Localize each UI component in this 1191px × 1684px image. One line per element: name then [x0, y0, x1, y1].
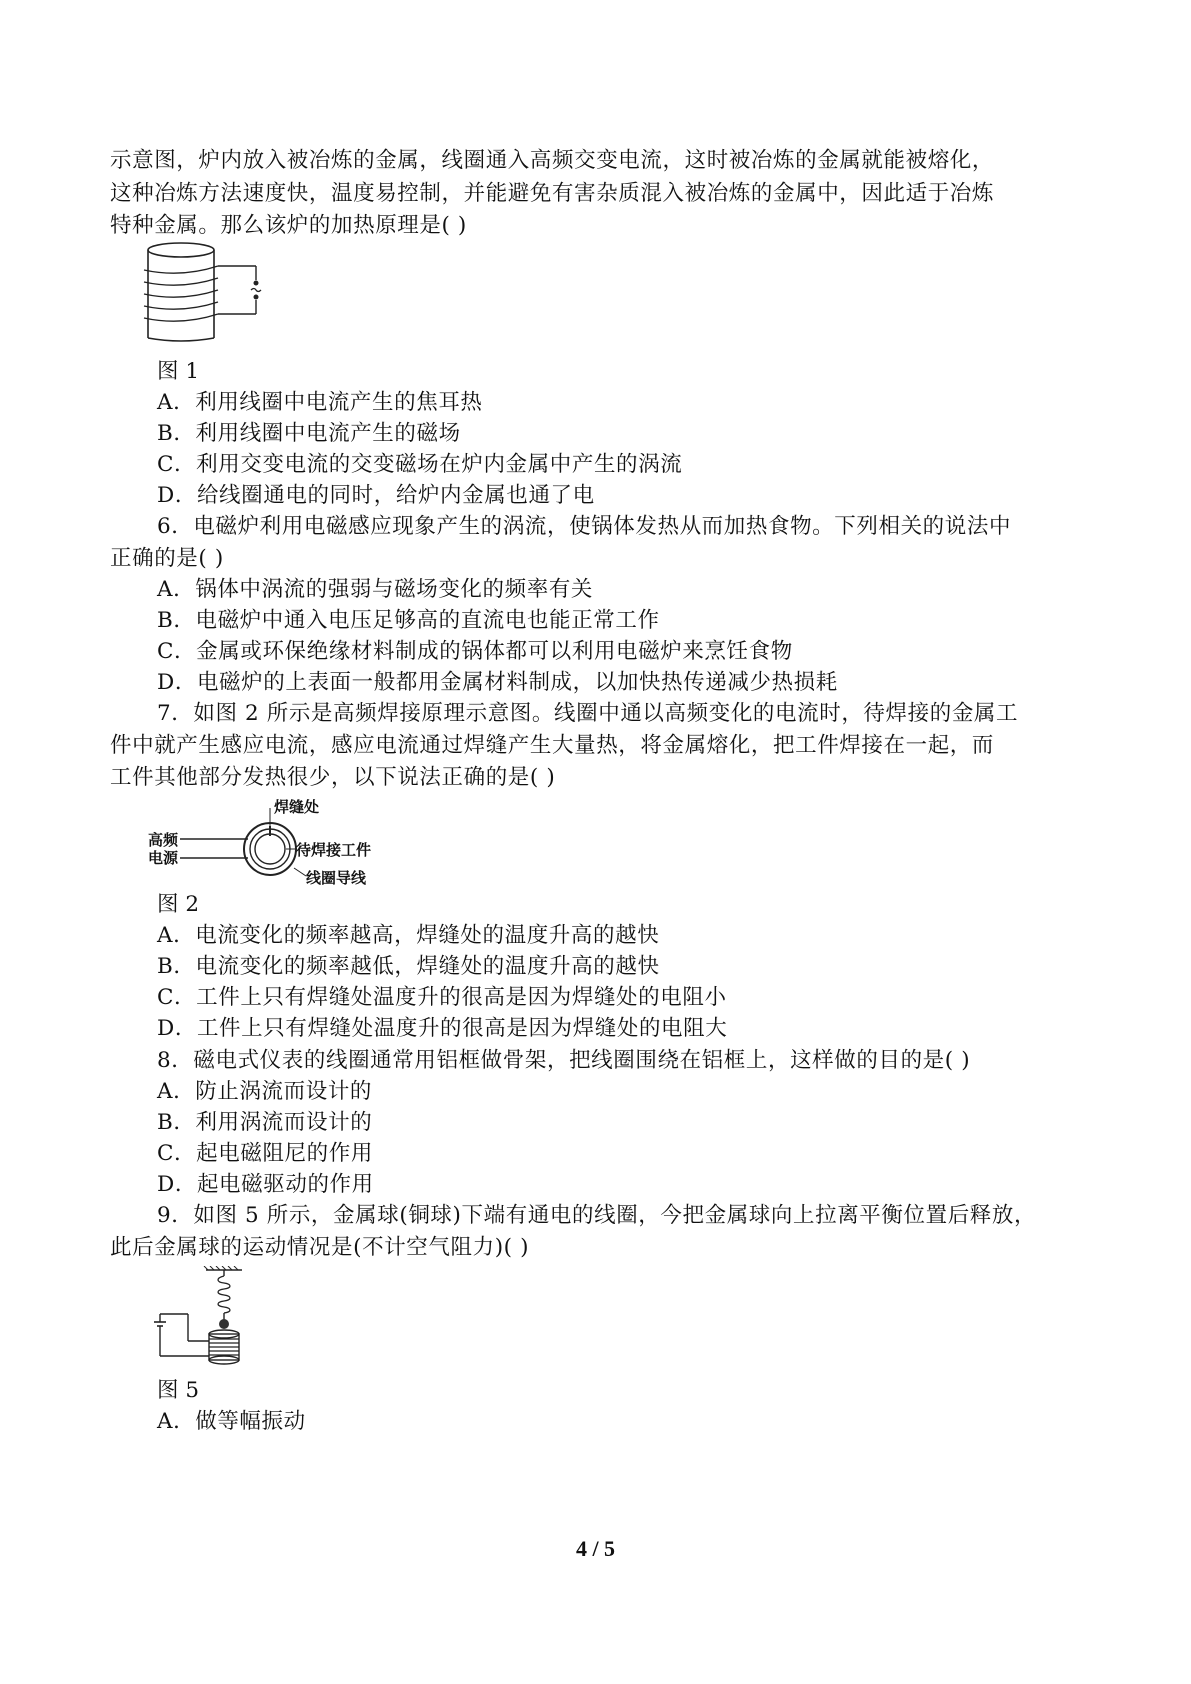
figure-2-welding-diagram — [148, 796, 398, 891]
q9-line-2: 此后金属球的运动情况是(不计空气阻力)( ) — [110, 1235, 530, 1260]
q6-line-1: 6．电磁炉利用电磁感应现象产生的涡流，使锅体发热从而加热食物。下列相关的说法中 — [157, 514, 1012, 539]
fig2-label-coil: 线圈导线 — [306, 869, 367, 887]
q5-line-1: 示意图，炉内放入被冶炼的金属，线圈通入高频交变电流，这时被冶炼的金属就能被熔化， — [110, 148, 995, 173]
figure-5-caption: 图 5 — [157, 1378, 200, 1403]
q6-option-c: C．金属或环保绝缘材料制成的锅体都可以利用电磁炉来烹饪食物 — [157, 639, 793, 664]
q8-option-c: C．起电磁阻尼的作用 — [157, 1141, 373, 1166]
q9-line-1: 9．如图 5 所示，金属球(铜球)下端有通电的线圈，今把金属球向上拉离平衡位置后释放， — [157, 1203, 1037, 1228]
q5-option-d: D．给线圈通电的同时，给炉内金属也通了电 — [157, 483, 595, 508]
q6-line-2: 正确的是( ) — [110, 546, 224, 571]
q7-option-a: A．电流变化的频率越高，焊缝处的温度升高的越快 — [157, 923, 660, 948]
q6-option-d: D．电磁炉的上表面一般都用金属材料制成，以加快热传递减少热损耗 — [157, 670, 838, 695]
q8-option-d: D．起电磁驱动的作用 — [157, 1172, 374, 1197]
q6-option-a: A．锅体中涡流的强弱与磁场变化的频率有关 — [157, 577, 594, 602]
q5-line-3: 特种金属。那么该炉的加热原理是( ) — [110, 213, 467, 238]
q8-option-b: B．利用涡流而设计的 — [157, 1110, 373, 1135]
fig2-label-workpiece: 待焊接工件 — [296, 841, 372, 859]
q9-option-a: A．做等幅振动 — [157, 1409, 306, 1434]
figure-5-spring-ball-coil — [150, 1266, 280, 1371]
fig2-label-source-2: 电源 — [148, 849, 179, 867]
q5-line-2: 这种冶炼方法速度快，温度易控制，并能避免有害杂质混入被冶炼的金属中，因此适于冶炼 — [110, 181, 995, 206]
figure-1-induction-furnace — [138, 240, 278, 345]
q7-line-1: 7．如图 2 所示是高频焊接原理示意图。线圈中通以高频变化的电流时，待焊接的金属工 — [157, 701, 1019, 726]
q8-option-a: A．防止涡流而设计的 — [157, 1079, 373, 1104]
page-number: 4 / 5 — [575, 1536, 616, 1561]
q7-line-3: 工件其他部分发热很少，以下说法正确的是( ) — [110, 765, 556, 790]
figure-1-caption: 图 1 — [157, 359, 200, 384]
fig2-label-source-1: 高频 — [148, 831, 179, 849]
q7-option-b: B．电流变化的频率越低，焊缝处的温度升高的越快 — [157, 954, 660, 979]
figure-2-caption: 图 2 — [157, 892, 200, 917]
q6-option-b: B．电磁炉中通入电压足够高的直流电也能正常工作 — [157, 608, 660, 633]
q7-line-2: 件中就产生感应电流，感应电流通过焊缝产生大量热，将金属熔化，把工件焊接在一起，而 — [110, 733, 995, 758]
q8-line-1: 8．磁电式仪表的线圈通常用铝框做骨架，把线圈围绕在铝框上，这样做的目的是( ) — [157, 1048, 971, 1073]
fig2-label-seam: 焊缝处 — [274, 798, 320, 816]
q5-option-b: B．利用线圈中电流产生的磁场 — [157, 421, 461, 446]
q5-option-c: C．利用交变电流的交变磁场在炉内金属中产生的涡流 — [157, 452, 683, 477]
q7-option-d: D．工件上只有焊缝处温度升的很高是因为焊缝处的电阻大 — [157, 1016, 728, 1041]
q5-option-a: A．利用线圈中电流产生的焦耳热 — [157, 390, 483, 415]
q7-option-c: C．工件上只有焊缝处温度升的很高是因为焊缝处的电阻小 — [157, 985, 727, 1010]
